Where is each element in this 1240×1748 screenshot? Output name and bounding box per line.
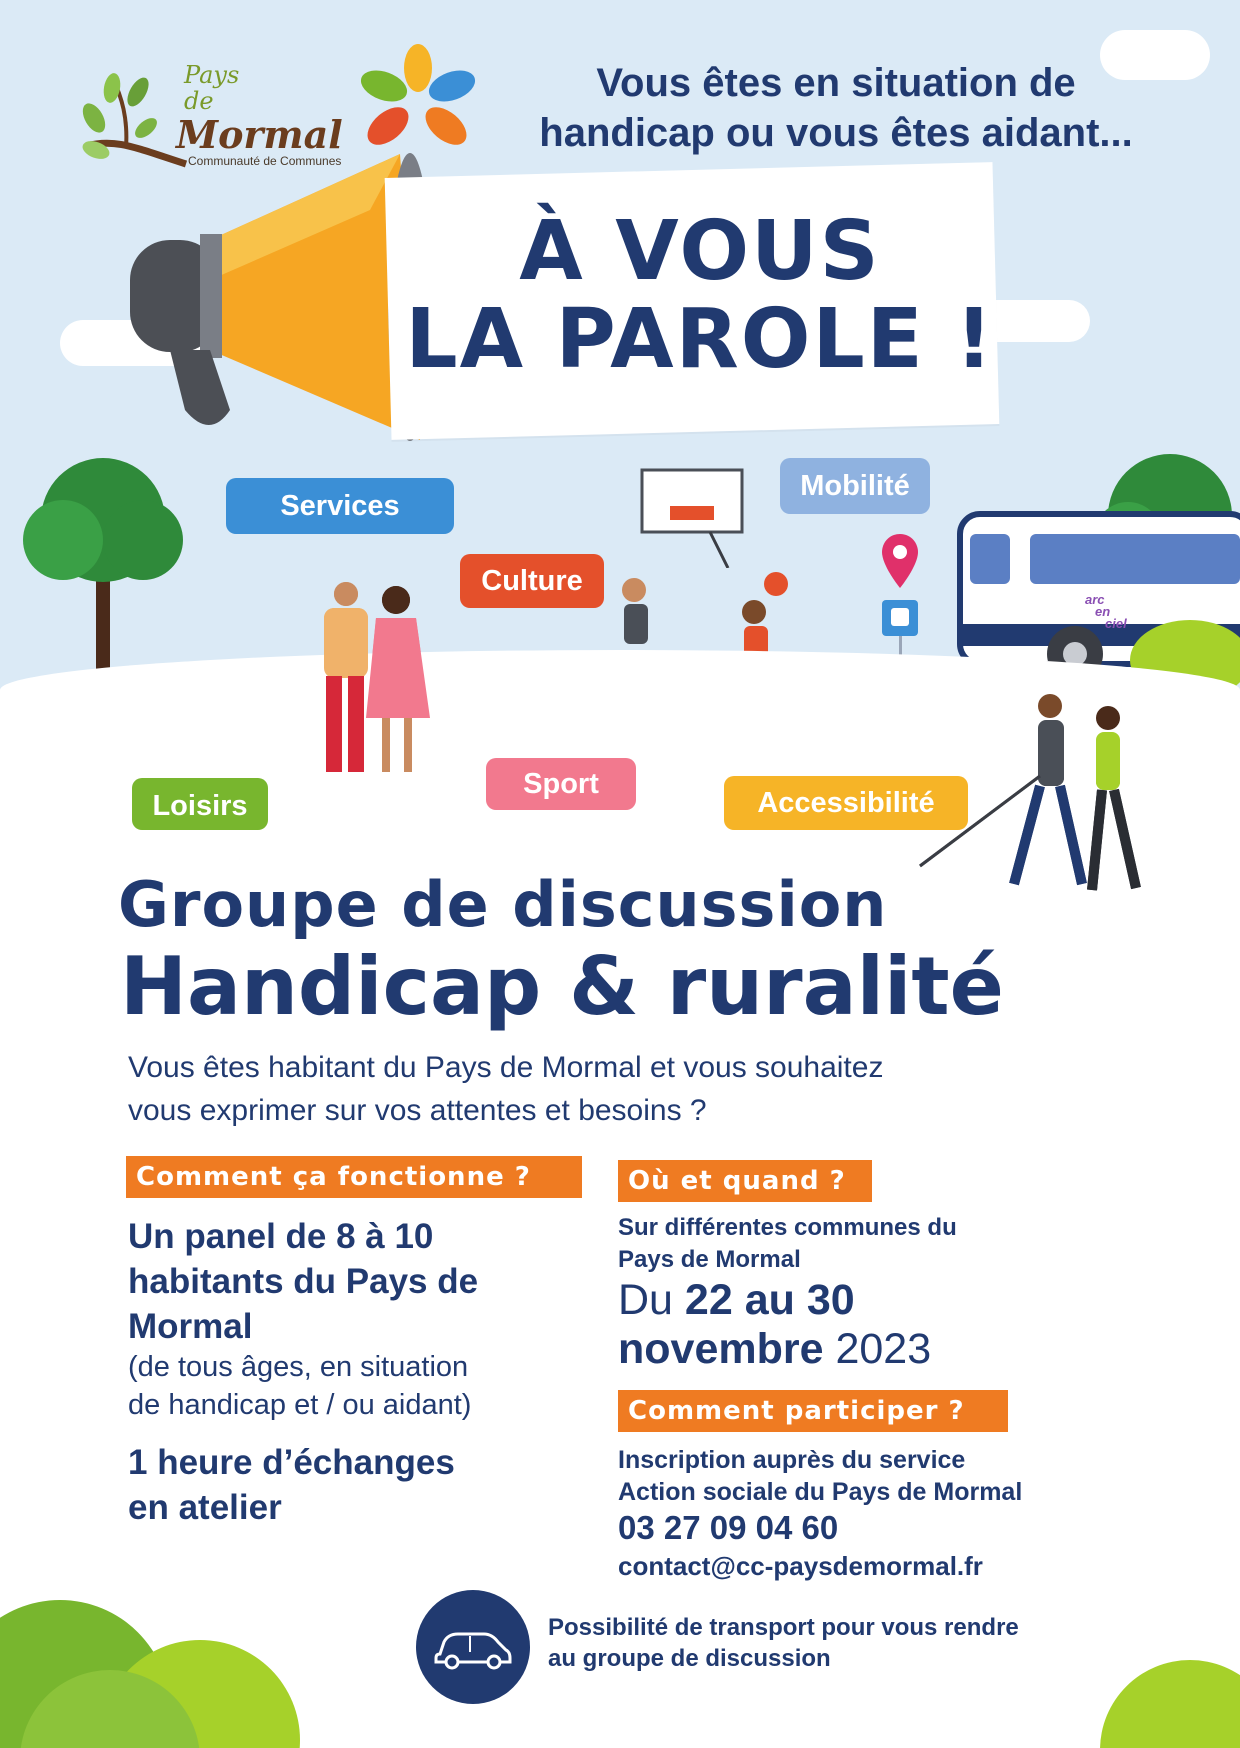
tag-participer: Comment participer ? (618, 1390, 1008, 1432)
heure-line1: 1 heure d’échanges (128, 1443, 455, 1482)
banner-line2: LA PAROLE ! (405, 292, 995, 387)
banner-line1: À VOUS (519, 204, 881, 299)
header-question (486, 58, 1186, 158)
panel-line2: habitants du Pays de (128, 1262, 479, 1301)
inscription-text (618, 1444, 1138, 1508)
panel-text (128, 1214, 598, 1349)
bubble-sport: Sport (486, 758, 636, 810)
bus-logo-line1: arc (1085, 592, 1105, 607)
tag-ou-quand: Où et quand ? (618, 1160, 872, 1202)
panel-sub2: de handicap et / ou aidant) (128, 1389, 472, 1421)
car-circle (416, 1590, 530, 1704)
transport-text (548, 1612, 1108, 1674)
bubble-loisirs: Loisirs (132, 778, 268, 830)
bottom-left-bushes-icon (0, 1560, 380, 1748)
dates-month: novembre (618, 1325, 824, 1373)
transport-line2: au groupe de discussion (548, 1645, 831, 1672)
logo-pays-text (184, 62, 239, 114)
email-link[interactable]: contact@cc-paysdemormal.fr (618, 1551, 983, 1581)
dates-du: Du (618, 1276, 673, 1324)
bubble-accessibilite: Accessibilité (724, 776, 968, 830)
transport-line1: Possibilité de transport pour vous rendre (548, 1614, 1019, 1641)
dates-text (618, 1276, 1098, 1374)
phone-number[interactable]: 03 27 09 04 60 (618, 1509, 839, 1546)
header-line2: handicap ou vous êtes aidant... (539, 111, 1133, 155)
dates-range: 22 au 30 (684, 1276, 855, 1324)
communes-line1: Sur différentes communes du (618, 1214, 957, 1241)
title-handicap: Handicap & ruralité (120, 940, 1004, 1033)
bubble-culture: Culture (460, 554, 604, 608)
bus-logo-line2: en (1095, 604, 1111, 619)
couple-figures-icon (300, 578, 450, 778)
logo-line1: Pays (184, 61, 240, 89)
communes-text (618, 1212, 1098, 1276)
logo-subtitle: Communauté de Communes (188, 154, 342, 168)
panel-sub1: (de tous âges, en situation (128, 1351, 469, 1383)
panel-subtext (128, 1348, 598, 1424)
intro-line1: Vous êtes habitant du Pays de Mormal et vous souhaitez (128, 1051, 884, 1084)
heure-line2: en atelier (128, 1488, 282, 1527)
disability-flower-icon (358, 44, 478, 154)
dates-year: 2023 (835, 1325, 932, 1373)
logo-line2: de (184, 87, 214, 115)
heure-text (128, 1440, 598, 1530)
bus-logo-line3: ciel (1105, 616, 1127, 631)
intro-line2: vous exprimer sur vos attentes et besoins ? (128, 1094, 707, 1127)
bubble-services: Services (226, 478, 454, 534)
car-icon (434, 1624, 512, 1670)
panel-line3: Mormal (128, 1307, 253, 1346)
communes-line2: Pays de Mormal (618, 1246, 801, 1273)
header-line1: Vous êtes en situation de (596, 61, 1076, 105)
panel-line1: Un panel de 8 à 10 (128, 1217, 434, 1256)
logo-mormal: Mormal (176, 112, 343, 157)
bubble-mobilite: Mobilité (780, 458, 930, 514)
intro-text (128, 1046, 1128, 1132)
banner-title (400, 204, 1000, 387)
bus-logo (1085, 594, 1127, 630)
title-groupe: Groupe de discussion (118, 868, 888, 941)
tag-fonctionne: Comment ça fonctionne ? (126, 1156, 582, 1198)
inscription-line1: Inscription auprès du service (618, 1446, 966, 1474)
inscription-line2: Action sociale du Pays de Mormal (618, 1478, 1023, 1506)
